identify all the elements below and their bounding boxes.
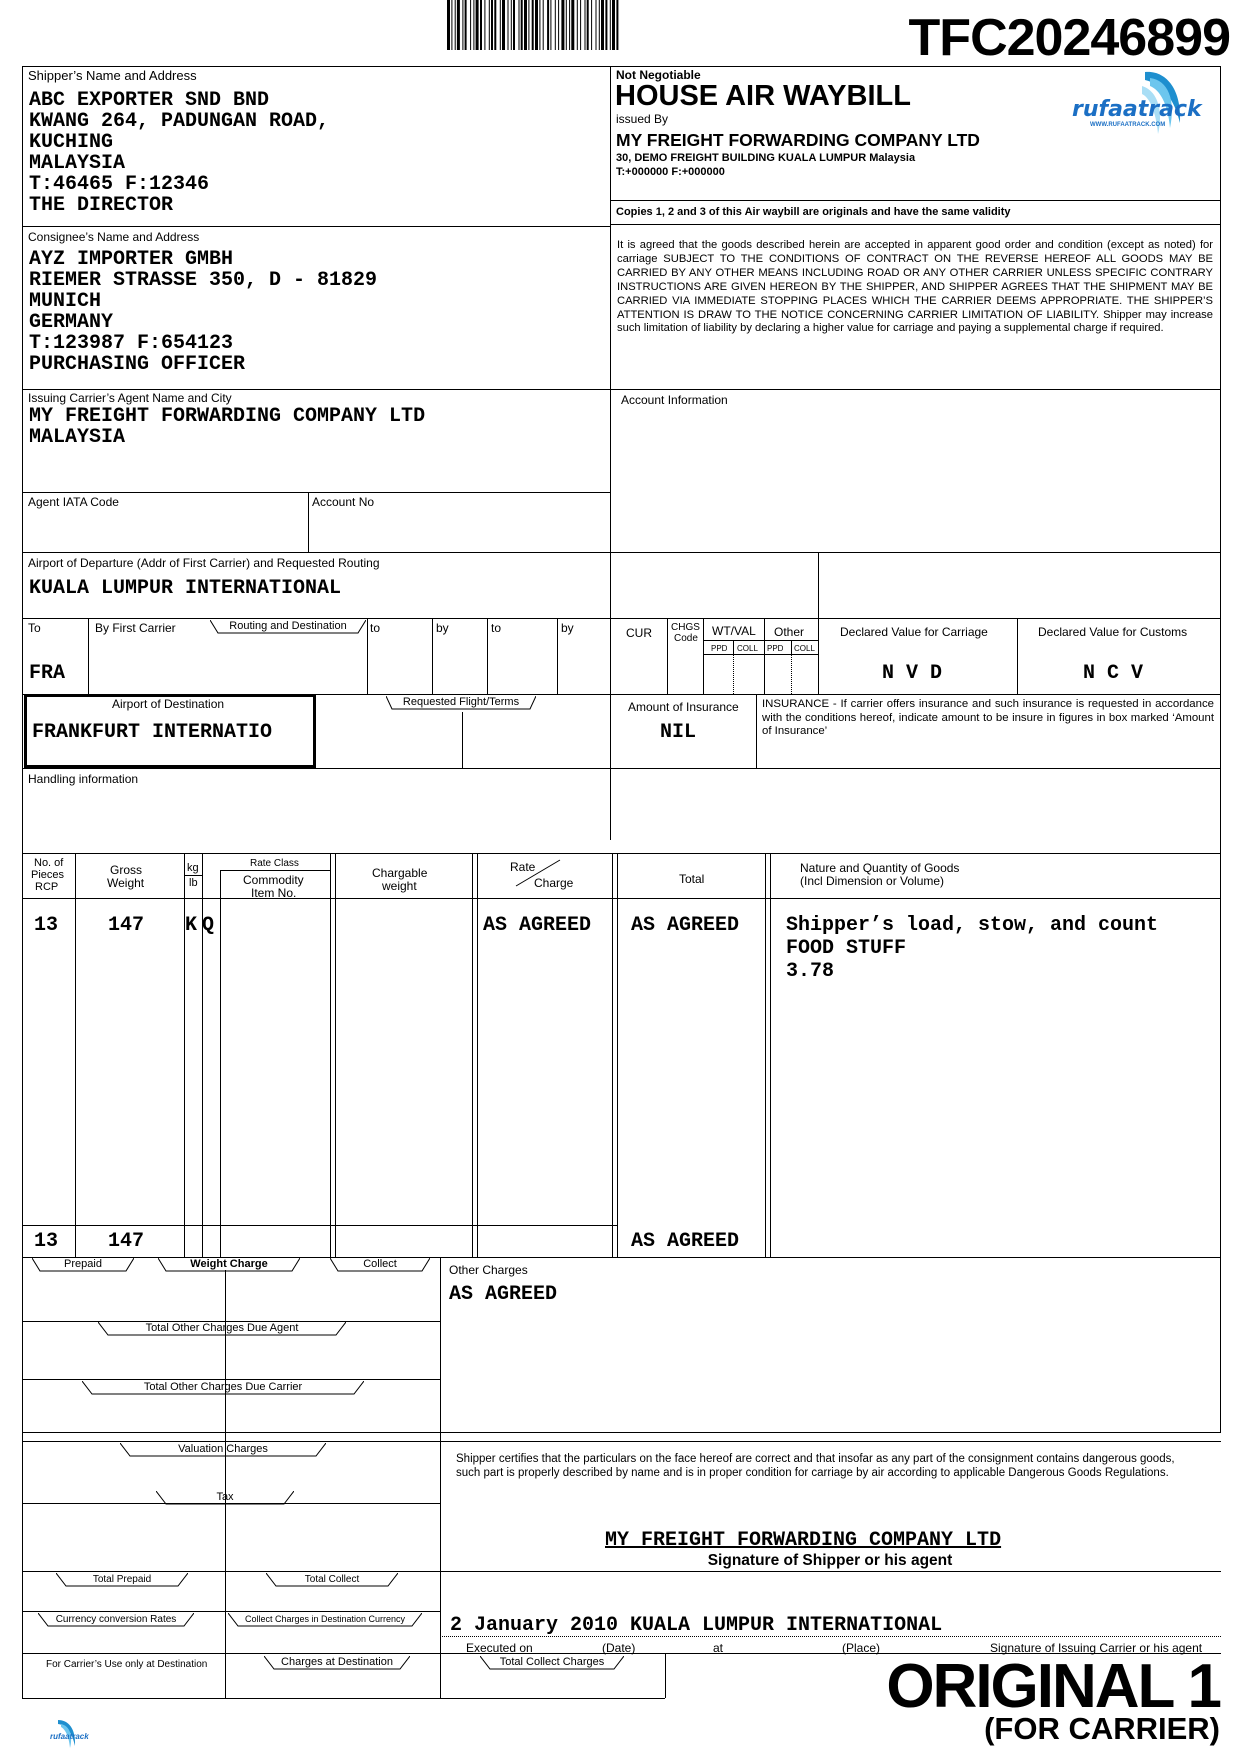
consignee-line: RIEMER STRASSE 350, D - 81829 [29,269,378,292]
barcode-bar [543,0,544,50]
valuation-charges-tab: Valuation Charges [120,1443,326,1457]
barcode-bar [571,0,574,50]
total-weight-value: 147 [108,1230,145,1253]
consignee-line: GERMANY [29,311,114,334]
by-first-carrier-label: By First Carrier [95,621,176,635]
agent-name: MY FREIGHT FORWARDING COMPANY LTD [29,405,426,428]
gross-header: Gross [110,863,143,877]
total-pieces-value: 13 [34,1230,59,1253]
nature-line: 3.78 [786,960,835,983]
account-no-label: Account No [312,495,375,509]
nature-header: Nature and Quantity of Goods [800,861,960,875]
barcode-bar [569,0,570,50]
total-other-carrier-tab: Total Other Charges Due Carrier [82,1381,364,1395]
total-total-value: AS AGREED [631,1230,740,1253]
barcode [447,0,767,52]
barcode-bar [591,0,592,50]
charge-header: Charge [534,876,574,890]
total-header: Total [679,872,705,886]
rate-header: Rate [510,860,536,874]
agent-label: Issuing Carrier’s Agent Name and City [28,391,232,405]
barcode-bar [605,0,607,50]
other-label: Other [774,625,805,639]
barcode-bar [451,0,452,50]
agent-city: MALAYSIA [29,426,126,449]
other-charges-value: AS AGREED [449,1283,558,1306]
departure-label: Airport of Departure (Addr of First Carrier) and Requested Routing [28,556,380,570]
barcode-bar [484,0,485,50]
barcode-bar [596,0,597,50]
currency-conversion-tab: Currency conversion Rates [38,1613,194,1627]
barcode-bar [539,0,540,50]
date-label: (Date) [602,1641,636,1655]
barcode-bar [508,0,509,50]
to3-label: to [491,621,502,635]
issued-by-label: issued By [616,112,669,126]
barcode-bar [524,0,527,50]
agent-iata-label: Agent IATA Code [28,495,119,509]
departure-airport: KUALA LUMPUR INTERNATIONAL [29,577,342,600]
executed-on-label: Executed on [466,1641,533,1655]
chgs-code-label: Code [674,633,698,644]
shipper-line: THE DIRECTOR [29,194,174,217]
ppd-label: PPD [711,644,728,653]
issuer-address: 30, DEMO FREIGHT BUILDING KUALA LUMPUR Malaysia [616,152,916,164]
unit-k: K [185,914,198,937]
rufaatrack-logo [1070,68,1210,140]
total-other-agent-tab: Total Other Charges Due Agent [98,1322,346,1336]
insurance-note: INSURANCE - If carrier offers insurance and such insurance is requested in accordance with the conditions hereof, indicate amount to be insure in figures in box marked ‘Amount of Insurance’ [762,698,1214,737]
execution-value: 2 January 2010 KUALA LUMPUR INTERNATIONAL [450,1614,943,1637]
barcode-bar [476,0,479,50]
barcode-bar [601,0,604,50]
routing-destination-tab: Routing and Destination [210,620,366,634]
nature-line: Shipper’s load, stow, and count [786,914,1159,937]
dv-customs-label: Declared Value for Customs [1038,625,1188,639]
weight-charge-tab: Weight Charge [158,1258,300,1272]
barcode-bar [462,0,463,50]
consignee-line: MUNICH [29,290,102,313]
barcode-bar [489,0,490,50]
ppd2-label: PPD [767,644,784,653]
pieces-header-3: RCP [35,881,59,893]
requested-flight-tab: Requested Flight/Terms [386,696,536,710]
barcode-bar [465,0,467,50]
barcode-bar [580,0,581,50]
small-logo [24,1718,88,1750]
barcode-bar [455,0,456,50]
total-prepaid-tab: Total Prepaid [56,1573,188,1587]
barcode-bar [491,0,493,50]
barcode-bar [470,0,471,50]
barcode-bar [610,0,611,50]
barcode-bar [561,0,564,50]
insurance-value: NIL [660,721,697,744]
shipper-line: KUCHING [29,131,114,154]
gross-weight-value: 147 [108,914,145,937]
barcode-bar [480,0,482,50]
original-label: ORIGINAL 1 [886,1652,1220,1721]
wtval-label: WT/VAL [712,624,756,638]
barcode-bar [502,0,505,50]
awb-number: TFC20246899 [908,9,1230,67]
waybill-title: HOUSE AIR WAYBILL [615,80,911,112]
prepaid-tab: Prepaid [32,1258,134,1272]
barcode-bar [599,0,600,50]
chargeable-header: Chargable [372,866,428,880]
shipper-line: MALAYSIA [29,152,126,175]
barcode-bar [587,0,589,50]
dv-carriage-value: N V D [882,662,943,685]
to2-label: to [370,621,381,635]
nature-header-2: (Incl Dimension or Volume) [800,874,945,888]
consignee-line: PURCHASING OFFICER [29,353,246,376]
barcode-bar [494,0,496,50]
barcode-bar [511,0,512,50]
dv-customs-value: N C V [1083,662,1144,685]
shipper-line: ABC EXPORTER SND BND [29,89,270,112]
barcode-bar [528,0,529,50]
carrier-use-label: For Carrier’s Use only at Destination [46,1659,208,1670]
barcode-bar [616,0,618,50]
barcode-bar [521,0,523,50]
to-value: FRA [29,662,66,685]
barcode-bar [612,0,615,50]
lb-header: lb [189,877,198,889]
charges-at-destination-tab: Charges at Destination [264,1656,410,1670]
barcode-bar [566,0,567,50]
to-label: To [28,621,41,635]
barcode-bar [473,0,474,50]
account-info-label: Account Information [621,393,728,407]
nature-line: FOOD STUFF [786,937,907,960]
coll-label: COLL [737,644,758,653]
pieces-header-2: Pieces [31,869,65,881]
place-label: (Place) [842,1641,881,1655]
handling-label: Handling information [28,772,139,786]
logo-url: WWW.RUFAATRACK.COM [1090,122,1166,128]
issuer-name: MY FREIGHT FORWARDING COMPANY LTD [616,130,980,150]
barcode-bar [577,0,578,50]
barcode-bar [547,0,549,50]
total-collect-charges-tab: Total Collect Charges [480,1656,624,1670]
small-logo-text: rufaatrack [50,1732,89,1741]
for-carrier-label: (FOR CARRIER) [984,1711,1220,1746]
shipper-line: T:46465 F:12346 [29,173,210,196]
dv-carriage-label: Declared Value for Carriage [840,625,988,639]
issuer-phone: T:+000000 F:+000000 [616,166,725,178]
unit-q: Q [202,914,215,937]
destination-label: Airport of Destination [112,697,225,711]
barcode-bar [447,0,450,50]
pieces-header: No. of [34,857,64,869]
other-charges-label: Other Charges [449,1263,528,1277]
consignee-line: T:123987 F:654123 [29,332,234,355]
by3-label: by [561,621,574,635]
copies-note: Copies 1, 2 and 3 of this Air waybill are originals and have the same validity [616,206,1011,218]
tax-tab: Tax [156,1491,294,1505]
commodity-header-2: Item No. [251,886,297,900]
shipper-line: KWANG 264, PADUNGAN ROAD, [29,110,330,133]
rate-charge-value: AS AGREED [483,914,592,937]
consignee-label: Consignee’s Name and Address [28,230,200,244]
pieces-value: 13 [34,914,59,937]
consignee-line: AYZ IMPORTER GMBH [29,248,234,271]
gross-header-2: Weight [107,876,145,890]
insurance-label: Amount of Insurance [628,700,739,714]
carrier-signature-label: Signature of Issuing Carrier or his agent [990,1641,1203,1655]
cur-label: CUR [626,626,652,640]
barcode-bar [519,0,520,50]
barcode-bar [555,0,556,50]
consignee-address [29,249,377,375]
barcode-bar [550,0,551,50]
shipper-signature-label: Signature of Shipper or his agent [707,1552,953,1569]
rate-class-header: Rate Class [250,858,299,869]
barcode-bar [585,0,586,50]
total-value: AS AGREED [631,914,740,937]
chgs-label: CHGS [671,622,700,633]
barcode-bar [500,0,501,50]
shipper-signature-name: MY FREIGHT FORWARDING COMPANY LTD [605,1529,1002,1552]
not-negotiable: Not Negotiable [616,68,701,82]
shipper-label: Shipper’s Name and Address [28,68,197,83]
chargeable-header-2: weight [382,879,417,893]
coll2-label: COLL [794,644,815,653]
barcode-bar [457,0,460,50]
barcode-bar [558,0,559,50]
shipper-certification: Shipper certifies that the particulars on the face hereof are correct and that insofar as any part of the consignment contains dangerous goods, such part is properly described by name and is in proper condition for carriage by air according to applicable Dangerous Goods Regulations. [456,1453,1175,1479]
barcode-bar [513,0,515,50]
total-collect-tab: Total Collect [266,1573,398,1587]
collect-tab: Collect [330,1258,430,1272]
logo-text: rufaatrack [1072,97,1202,122]
at-label: at [713,1641,724,1655]
by2-label: by [436,621,449,635]
conditions-of-contract: It is agreed that the goods described herein are accepted in apparent good order and condition (except as noted) for carriage SUBJECT TO THE CONDITIONS OF CONTRACT ON THE REVERSE HEREOF ALL GOODS MAY BE CARRIED BY ANY OTHER MEANS INCLUDING ROAD OR ANY OTHER CARRIER UNLESS SPECIFIC CONTRARY INSTRUCTIONS ARE GIVEN HEREON BY THE SHIPPER, AND SHIPPER AGREES THAT THE SHIPMENT MAY BE CARRIED VIA IMMEDIATE STOPPING PLACES WHICH THE CARRIER DEEMS APPROPRIATE. THE SHIPPER’S ATTENTION IS DRAW TO THE NOTICE CONCERNING CARRIER LIMITATION OF LIABILITY. Shipper may increase such limitation of liability by declaring a higher value for carriage and paying a supplemental charge if required. [617,239,1213,335]
barcode-bar [532,0,534,50]
shipper-address [29,90,329,216]
barcode-bar [535,0,538,50]
kg-header: kg [187,862,199,874]
destination-airport: FRANKFURT INTERNATIO [32,721,273,744]
collect-dest-currency-tab: Collect Charges in Destination Currency [228,1613,422,1627]
commodity-header: Commodity [243,873,304,887]
